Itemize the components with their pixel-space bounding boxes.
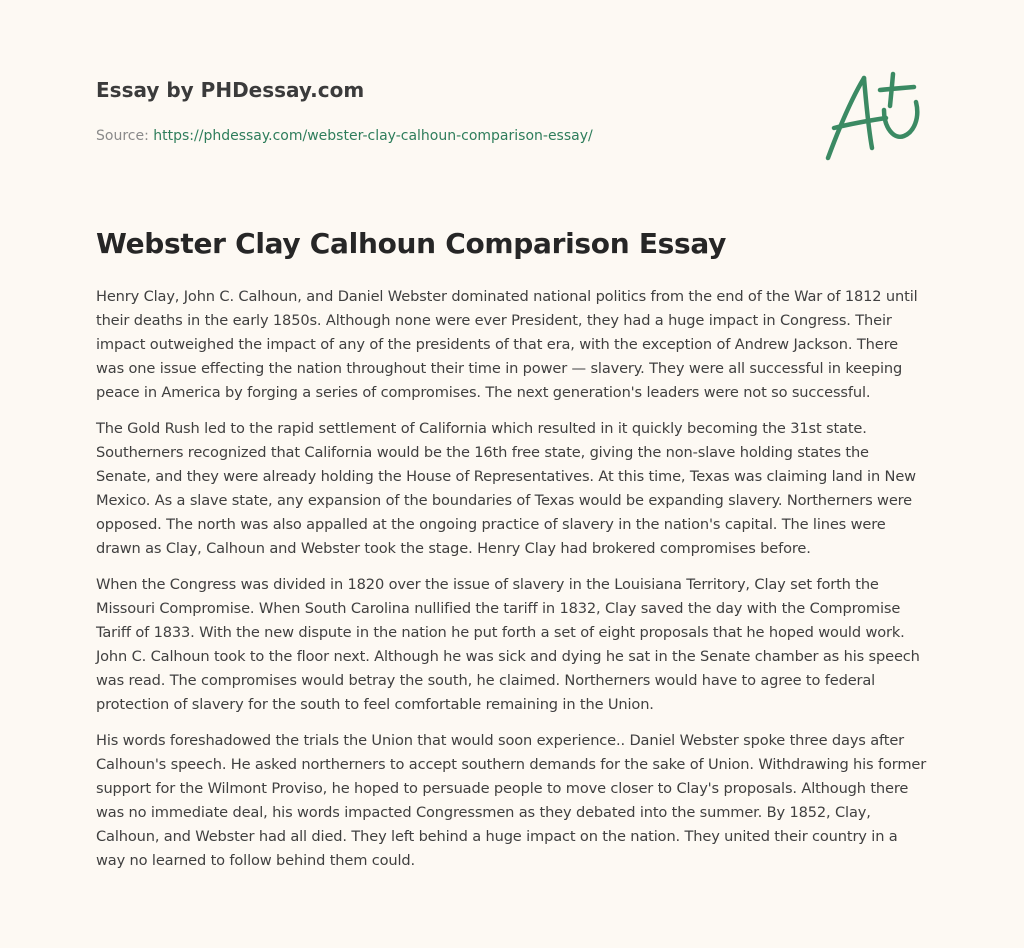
source-line — [96, 126, 796, 146]
essay-body — [96, 285, 928, 885]
essay-title: Webster Clay Calhoun Comparison Essay — [96, 227, 727, 260]
a-plus-logo-icon — [820, 66, 930, 166]
site-header — [96, 76, 796, 146]
essay-paragraph: His words foreshadowed the trials the Union that would soon experience.. Daniel Webster spoke three days after Calhoun's speech. He asked northerners to accept southern demands for the sake of Union. Withdrawing his former support for the Wilmont Proviso, he hoped to persuade people to move closer to Clay's proposals. Although there was no immediate deal, his words impacted Congressmen as they debated into the summer. By 1852, Clay, Calhoun, and Webster had all died. They left behind a huge impact on the nation. They united their country in a way no learned to follow behind them could. — [96, 732, 927, 869]
site-title: Essay by PHDessay.com — [96, 78, 365, 102]
essay-paragraph: When the Congress was divided in 1820 over the issue of slavery in the Louisiana Territory, Clay set forth the Missouri Compromise. When South Carolina nullified the tariff in 1832, Clay saved the day with the Compromise Tariff of 1833. With the new dispute in the nation he put forth a set of eight proposals that he hoped would work. John C. Calhoun took to the floor next. Although he was sick and dying he sat in the Senate chamber as his speech was read. The compromises would betray the south, he claimed. Northerners would have to agree to federal protection of slavery for the south to feel comfortable remaining in the Union. — [96, 576, 920, 713]
essay-paragraph: The Gold Rush led to the rapid settlement of California which resulted in it quickly becoming the 31st state. Southerners recognized that California would be the 16th free state, giving the non-slave holding states the Senate, and they were already holding the House of Representatives. At this time, Texas was claiming land in New Mexico. As a slave state, any expansion of the boundaries of Texas would be expanding slavery. Northerners were opposed. The north was also appalled at the ongoing practice of slavery in the nation's capital. The lines were drawn as Clay, Calhoun and Webster took the stage. Henry Clay had brokered compromises before. — [96, 420, 916, 557]
essay-paragraph: Henry Clay, John C. Calhoun, and Daniel Webster dominated national politics from the end of the War of 1812 until their deaths in the early 1850s. Although none were ever President, they had a huge impact in Congress. Their impact outweighed the impact of any of the presidents of that era, with the exception of Andrew Jackson. There was one issue effecting the nation throughout their time in power — slavery. They were all successful in keeping peace in America by forging a series of compromises. The next generation's leaders were not so successful. — [96, 288, 918, 401]
source-label: Source: — [96, 128, 154, 144]
source-link[interactable]: https://phdessay.com/webster-clay-calhoun-comparison-essay/ — [153, 128, 593, 144]
